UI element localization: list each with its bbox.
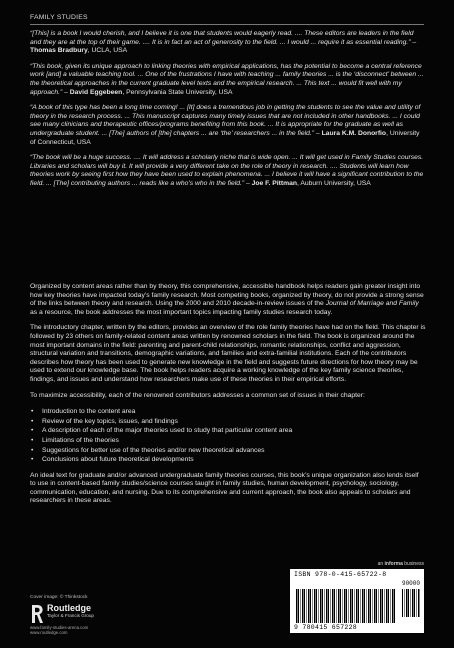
endorsement-affiliation: , Auburn University, USA bbox=[297, 179, 371, 187]
barcode-stripe bbox=[298, 589, 299, 623]
url-link[interactable]: www.routledge.com bbox=[30, 630, 68, 636]
barcode-stripe bbox=[388, 589, 389, 623]
barcode-stripe bbox=[374, 589, 376, 623]
isbn-barcode bbox=[290, 569, 424, 633]
barcode-stripe bbox=[380, 589, 382, 623]
barcode-stripe bbox=[385, 589, 386, 623]
publisher-urls bbox=[30, 625, 88, 635]
informa-business-label: an informa business bbox=[377, 561, 424, 567]
barcode-stripe bbox=[382, 589, 383, 623]
barcode-stripe bbox=[386, 589, 388, 623]
barcode-stripe bbox=[314, 589, 316, 623]
routledge-logo-icon bbox=[30, 604, 44, 624]
barcode-stripe bbox=[319, 589, 320, 623]
endorsements bbox=[30, 30, 426, 196]
barcode-stripe bbox=[364, 589, 365, 623]
barcode-stripe bbox=[334, 589, 335, 623]
url-link[interactable]: www.family-studies-arena.com bbox=[30, 625, 89, 630]
cover-image-credit: Cover image: © Thinkstock bbox=[30, 595, 88, 600]
barcode-addon-bars bbox=[402, 589, 420, 617]
list-item: • Limitations of the theories bbox=[30, 436, 426, 446]
barcode-stripe bbox=[355, 589, 356, 623]
barcode-stripe bbox=[362, 589, 364, 623]
description-paragraph: Organized by content areas rather than by theory, this comprehensive, accessible handbook helps readers gain greater insight into how key theories have impacted today’s family research. Most competing books, organized by theory, do not provide a strong sense of the links between theory and research. Using the 2000 and 2010 decade-in-review issues of the Journal of Marriage and Family as a resource, the book addresses the most important topics impacting family studies research today. bbox=[30, 283, 424, 316]
endorsement: “This book, given its unique approach to linking theories with empirical applications, has the potential to become a central reference work [and] a valuable teaching tool. ... One of the frustrations I have with teaching ... family theories ... is the ‘disconnect’ between ... the theoretical approaches in the current graduate level texts and the empirical research. ... This text ... would fit well with my approach.” – David Eggebeen, Pennsylvania State University, USA bbox=[30, 62, 424, 96]
description-paragraph: To maximize accessibility, each of the renowned contributors addresses a common set of issues in their chapter: bbox=[30, 391, 365, 399]
barcode-stripe bbox=[296, 589, 298, 623]
list-item: • Conclusions about future theoretical developments bbox=[30, 455, 426, 465]
endorsement-text: “[This] is a book I would cherish, and I believe it is one that students would eagerly read. .... These editors are leaders in the field and they are at the top of their game. .... It is in fact an act of generosity to the field. ... I would ... require it as essential reading.” bbox=[30, 30, 414, 46]
description-paragraph: The introductory chapter, written by the editors, provides an overview of the role family theories have had on the field. This chapter is followed by 23 others on family-related content areas written by renowned scholars in the field. The book is organized around the most important domains in the field: parenting and parent-child relationships, romantic relationships, conflict and aggression, structural variation and transitions, demographic variations, and families and extra-familial institutions. Each of the contributors describes how theory has been used to generate new knowledge in the field and suggests future directions for how theory may be used to extend our knowledge base. The book helps readers acquire a working knowledge of the key family science theories, findings, and issues and understand how researchers make use of these theories in their empirical efforts. bbox=[30, 324, 426, 383]
category-label: FAMILY STUDIES bbox=[30, 14, 88, 21]
list-item: • Introduction to the content area bbox=[30, 407, 426, 417]
description bbox=[30, 283, 426, 513]
barcode-stripe bbox=[346, 589, 347, 623]
barcode-stripe bbox=[391, 589, 392, 623]
endorsement-author: David Eggebeen bbox=[69, 88, 123, 96]
endorsement-author: Laura K.M. Donorfio bbox=[321, 129, 387, 137]
endorsement-affiliation: , Pennsylvania State University, USA bbox=[122, 88, 233, 96]
endorsement-text: “The book will be a huge success. .... It will address a scholarly niche that is wide open. ... It will get used in Family Studies courses. Libraries and scholars will buy it. It will provide a very different take on the role of theory in research. .... Students will learn how theories work by seeing first how they have been used to explain phenomena. ... I believe it will have a significant contribution to the field. ... [The] contributing authors ... reads like a who’s who in the field.” bbox=[30, 154, 424, 187]
barcode-stripe bbox=[304, 589, 305, 623]
journal-title: Journal of Marriage and Family bbox=[325, 300, 419, 308]
barcode-stripe bbox=[307, 589, 308, 623]
barcode-stripe bbox=[370, 589, 371, 623]
isbn-text: ISBN 978-0-415-65722-8 bbox=[294, 571, 387, 578]
publisher-block bbox=[47, 603, 94, 619]
endorsement: “The book will be a huge success. .... It will address a scholarly niche that is wide open. ... It will get used in Family Studies courses. Libraries and scholars will buy it. It will provide a very different take on the role of theory in research. .... Students will learn how theories work by seeing first how they have been used to explain phenomena. ... I believe it will have a significant contribution to the field. ... [The] contributing authors ... reads like a who’s who in the field.” – Joe F. Pittman, Auburn University, USA bbox=[30, 154, 424, 187]
barcode-stripe bbox=[392, 589, 394, 623]
barcode-stripe bbox=[358, 589, 359, 623]
endorsement-text: “A book of this type has been a long time coming! ... [It] does a tremendous job in getting the students to see the value and utility of theory in the research process. ... This manuscript captures many timely issues that are not included in other handbooks. ... I could see many clinicians and therapeutic offices/programs benefiting from this book. ... It is appropriate for the graduate as well as undergraduate student. ... [The] authors of [the] chapters ... are ‘the’ researchers ... in the field.” bbox=[30, 104, 421, 137]
endorsement-text: “This book, given its unique approach to linking theories with empirical applications, has the potential to become a central reference work [and] a valuable teaching tool. ... One of the frustrations I have with teaching ... family theories ... is the ‘disconnect’ between ... the theoretical approaches in the current graduate level texts and the empirical research. ... This text ... would fit well with my approach.” bbox=[30, 62, 424, 96]
list-item: • A description of each of the major theories used to study that particular content area bbox=[30, 426, 426, 436]
barcode-stripe bbox=[316, 589, 317, 623]
endorsement-author: Joe F. Pittman bbox=[251, 179, 298, 187]
barcode-stripe bbox=[313, 589, 314, 623]
barcode-stripe bbox=[350, 589, 352, 623]
barcode-stripe bbox=[402, 589, 403, 617]
barcode-stripe bbox=[325, 589, 326, 623]
barcode-bars bbox=[296, 589, 396, 623]
barcode-stripe bbox=[412, 589, 414, 617]
barcode-stripe bbox=[349, 589, 350, 623]
barcode-stripe bbox=[320, 589, 322, 623]
barcode-stripe bbox=[367, 589, 368, 623]
barcode-stripe bbox=[411, 589, 412, 617]
barcode-stripe bbox=[414, 589, 415, 617]
barcode-stripe bbox=[332, 589, 334, 623]
barcode-stripe bbox=[340, 589, 341, 623]
barcode-stripe bbox=[344, 589, 346, 623]
barcode-stripe bbox=[379, 589, 380, 623]
endorsement-affiliation: , University of Connecticut, USA bbox=[30, 129, 420, 146]
barcode-stripe bbox=[418, 589, 420, 617]
barcode-stripe bbox=[373, 589, 374, 623]
barcode-stripe bbox=[308, 589, 310, 623]
barcode-stripe bbox=[417, 589, 418, 617]
barcode-stripe bbox=[352, 589, 353, 623]
barcode-stripe bbox=[331, 589, 332, 623]
barcode-stripe bbox=[343, 589, 344, 623]
barcode-stripe bbox=[338, 589, 340, 623]
issues-list bbox=[30, 407, 426, 465]
description-paragraph: An ideal text for graduate and/or advanced undergraduate family theories courses, this book’s unique organization also lends itself to use in content-based family studies/science courses taught in family studies, human development, psychology, sociology, communication, education, and nursing. Due to its comprehensive and current approach, the book also appeals to scholars and researchers in these areas. bbox=[30, 471, 419, 505]
barcode-stripe bbox=[310, 589, 311, 623]
barcode-stripe bbox=[394, 589, 395, 623]
isbn-price-code: 90000 bbox=[401, 580, 420, 587]
barcode-stripe bbox=[361, 589, 362, 623]
endorsement: “A book of this type has been a long time coming! ... [It] does a tremendous job in getting the students to see the value and utility of theory in the research process. ... This manuscript captures many timely issues that are not included in other handbooks. ... I could see many clinicians and therapeutic offices/programs benefiting from this book. ... It is appropriate for the graduate as well as undergraduate student. ... [The] authors of [the] chapters ... are ‘the’ researchers ... in the field.” – Laura K.M. Donorfio, University of Connecticut, USA bbox=[30, 104, 421, 146]
top-divider bbox=[30, 24, 424, 25]
barcode-stripe bbox=[405, 589, 406, 617]
endorsement: “[This] is a book I would cherish, and I believe it is one that students would eagerly read. .... These editors are leaders in the field and they are at the top of their game. .... It is in fact an act of generosity to the field. ... I would ... require it as essential reading.” – Thomas Bradbury, UCLA, USA bbox=[30, 30, 417, 55]
publisher-group: Taylor & Francis Group bbox=[47, 613, 94, 618]
endorsement-affiliation: , UCLA, USA bbox=[87, 47, 128, 55]
list-item: • Suggestions for better use of the theories and/or new theoretical advances bbox=[30, 446, 426, 456]
barcode-stripe bbox=[322, 589, 323, 623]
barcode-stripe bbox=[328, 589, 329, 623]
publisher-name: Routledge bbox=[47, 603, 91, 613]
barcode-stripe bbox=[356, 589, 358, 623]
endorsement-author: Thomas Bradbury bbox=[30, 47, 88, 55]
barcode-stripe bbox=[337, 589, 338, 623]
barcode-stripe bbox=[301, 589, 302, 623]
barcode-stripe bbox=[368, 589, 370, 623]
barcode-stripe bbox=[408, 589, 409, 617]
barcode-stripe bbox=[406, 589, 408, 617]
list-item: • Review of the key topics, issues, and findings bbox=[30, 417, 426, 427]
barcode-number: 9 780415 657228 bbox=[294, 624, 358, 631]
barcode-stripe bbox=[326, 589, 328, 623]
informa-brand: informa bbox=[384, 561, 403, 567]
barcode-stripe bbox=[302, 589, 304, 623]
barcode-stripe bbox=[376, 589, 377, 623]
